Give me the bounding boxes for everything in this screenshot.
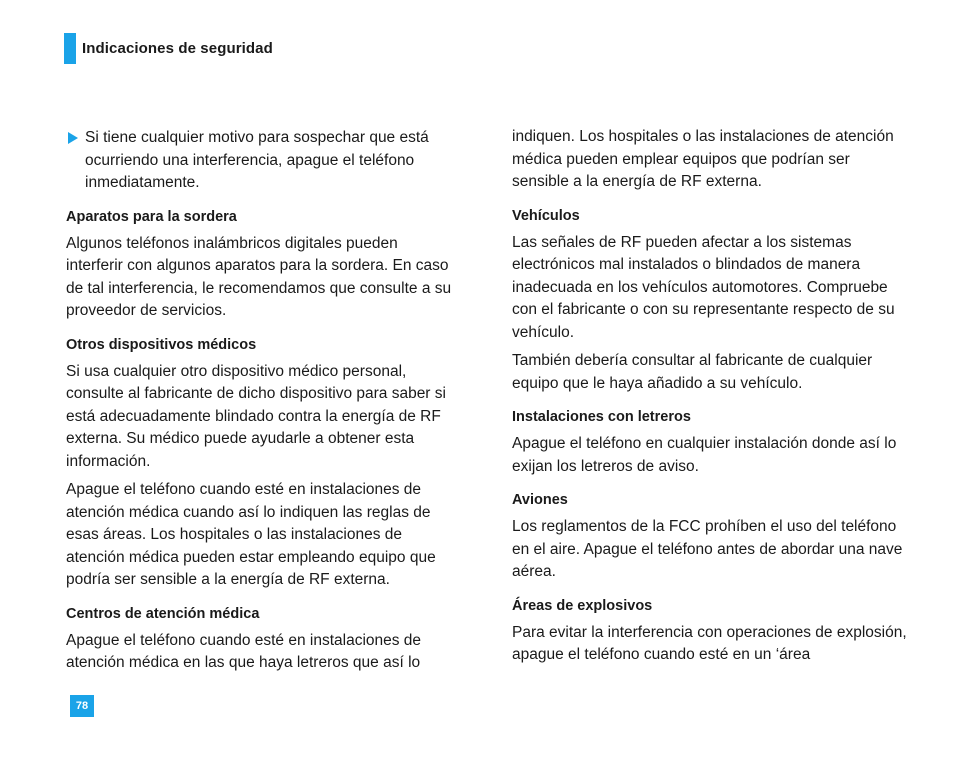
bullet-paragraph bbox=[66, 127, 456, 195]
page-number: 78 bbox=[70, 695, 94, 717]
section-text-health-care: Apague el teléfono cuando esté en instalaciones de atención médica en las que haya letreros que así lo bbox=[66, 631, 422, 671]
section-heading-other-devices: Otros dispositivos médicos bbox=[66, 336, 257, 353]
section-heading-blasting: Áreas de explosivos bbox=[512, 597, 653, 614]
right-column bbox=[512, 126, 910, 673]
left-column bbox=[66, 127, 456, 681]
section-heading-health-care: Centros de atención médica bbox=[66, 605, 260, 622]
section-text-vehicles-1: Las señales de RF pueden afectar a los sistemas electrónicos mal instalados o blindados de manera inadecuada en los vehículos automotores. Compruebe con el fabricante o con su representante respecto de su vehículo. bbox=[512, 233, 895, 341]
section-text-vehicles-2: También debería consultar al fabricante de cualquier equipo que le haya añadido a su vehículo. bbox=[512, 352, 873, 392]
section-text-posted: Apague el teléfono en cualquier instalación donde así lo exijan los letreros de aviso. bbox=[512, 435, 897, 475]
section-text-hearing-aids: Algunos teléfonos inalámbricos digitales pueden interferir con algunos aparatos para la sordera. En caso de tal interferencia, le recomendamos que consulte a su proveedor de servicios. bbox=[66, 234, 452, 319]
continued-text: indiquen. Los hospitales o las instalaciones de atención médica pueden emplear equipos que podrían ser sensible a la energía de RF externa. bbox=[512, 128, 894, 190]
triangle-bullet-icon bbox=[68, 132, 78, 144]
section-heading-hearing-aids: Aparatos para la sordera bbox=[66, 208, 237, 225]
page-title: Indicaciones de seguridad bbox=[82, 40, 273, 57]
section-text-other-devices-1: Si usa cualquier otro dispositivo médico personal, consulte al fabricante de dicho dispositivo para saber si está adecuadamente blindado contra la energía de RF externa. Su médico puede ayudarle a obtener esta información. bbox=[66, 362, 446, 470]
section-text-aircraft: Los reglamentos de la FCC prohíben el uso del teléfono en el aire. Apague el teléfono antes de abordar una nave aérea. bbox=[512, 518, 903, 580]
section-text-other-devices-2: Apague el teléfono cuando esté en instalaciones de atención médica cuando así lo indiquen las reglas de esas áreas. Los hospitales o las instalaciones de atención médica pueden estar empleando equipo que podría ser sensible a la energía de RF externa. bbox=[66, 481, 436, 588]
header-accent-bar bbox=[64, 33, 76, 64]
section-text-blasting: Para evitar la interferencia con operaciones de explosión, apague el teléfono cuando esté en un ‘área bbox=[512, 623, 907, 663]
section-heading-posted: Instalaciones con letreros bbox=[512, 409, 691, 425]
section-heading-vehicles: Vehículos bbox=[512, 207, 580, 224]
bullet-text: Si tiene cualquier motivo para sospechar que está ocurriendo una interferencia, apague el teléfono inmediatamente. bbox=[85, 129, 429, 191]
section-heading-aircraft: Aviones bbox=[512, 492, 568, 508]
